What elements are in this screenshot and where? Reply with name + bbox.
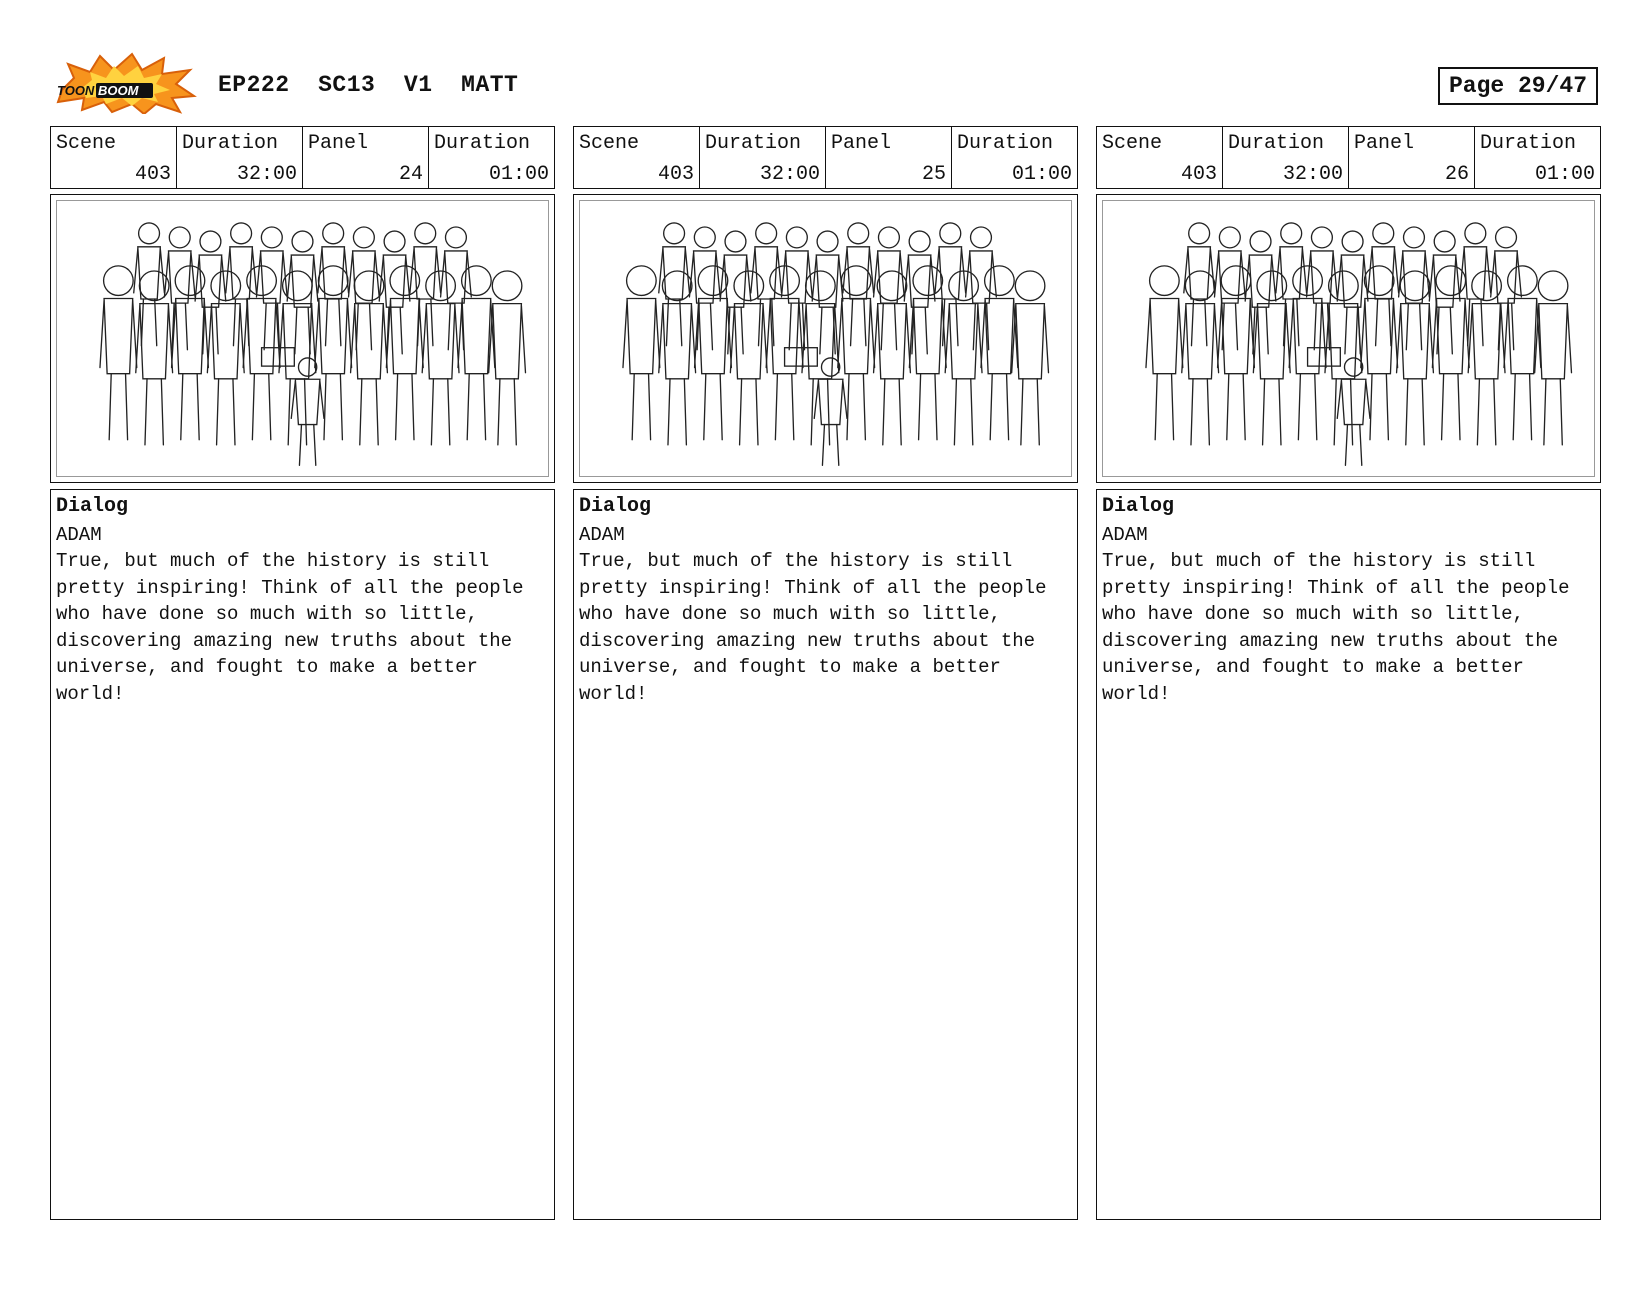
panel-info-bar [573, 126, 1078, 189]
panel-duration-cell [428, 127, 554, 188]
speaker-name: ADAM [1102, 524, 1148, 546]
svg-text:BOOM: BOOM [98, 83, 139, 98]
scene-value: 403 [657, 163, 694, 186]
panel-label: Panel [831, 132, 892, 155]
panel-image-frame [50, 194, 555, 483]
speaker-name: ADAM [56, 524, 102, 546]
panel-duration-value: 01:00 [1534, 163, 1595, 186]
scene-duration-value: 32:00 [236, 163, 297, 186]
panel-info-bar [1096, 126, 1601, 189]
panel-cell [302, 127, 428, 188]
panel-duration-cell [951, 127, 1077, 188]
panel-duration-value: 01:00 [488, 163, 549, 186]
panel-image-frame [573, 194, 1078, 483]
dialog-box [50, 489, 555, 1220]
scene-duration-cell [699, 127, 825, 188]
speaker-name: ADAM [579, 524, 625, 546]
crowd-sketch-image [56, 200, 549, 477]
panel-duration-label: Duration [957, 132, 1054, 155]
dialog-text: True, but much of the history is still pretty inspiring! Think of all the people who have done so much with so little, discovering amazing new truths about the universe, and fought to make a better world! [579, 550, 1047, 705]
dialog-heading: Dialog [56, 495, 129, 518]
panel-cell [825, 127, 951, 188]
crowd-sketch-image [1102, 200, 1595, 477]
scene-cell [51, 127, 176, 188]
panel-label: Panel [308, 132, 369, 155]
panel-value: 26 [1444, 163, 1469, 186]
dialog-box [1096, 489, 1601, 1220]
crowd-sketch-image [579, 200, 1072, 477]
scene-label: Scene [1102, 132, 1163, 155]
scene-duration-cell [176, 127, 302, 188]
panel-duration-cell [1474, 127, 1600, 188]
panel-duration-label: Duration [434, 132, 531, 155]
dialog-text: True, but much of the history is still pretty inspiring! Think of all the people who have done so much with so little, discovering amazing new truths about the universe, and fought to make a better world! [56, 550, 524, 705]
dialog-text: True, but much of the history is still pretty inspiring! Think of all the people who have done so much with so little, discovering amazing new truths about the universe, and fought to make a better world! [1102, 550, 1570, 705]
panel-cell [1348, 127, 1474, 188]
scene-label: Scene [56, 132, 117, 155]
scene-duration-value: 32:00 [1282, 163, 1343, 186]
panel-label: Panel [1354, 132, 1415, 155]
panel-duration-label: Duration [1480, 132, 1577, 155]
panel-value: 24 [398, 163, 423, 186]
scene-duration-label: Duration [1228, 132, 1325, 155]
scene-cell [574, 127, 699, 188]
panel-value: 25 [921, 163, 946, 186]
panel-duration-value: 01:00 [1011, 163, 1072, 186]
page-number: Page 29/47 [1438, 67, 1598, 105]
scene-duration-cell [1222, 127, 1348, 188]
svg-text:TOON: TOON [57, 83, 95, 98]
dialog-heading: Dialog [579, 495, 652, 518]
dialog-heading: Dialog [1102, 495, 1175, 518]
scene-cell [1097, 127, 1222, 188]
scene-label: Scene [579, 132, 640, 155]
scene-duration-value: 32:00 [759, 163, 820, 186]
storyboard-panel-3 [1096, 126, 1601, 1220]
document-title: EP222 SC13 V1 MATT [218, 72, 519, 98]
scene-duration-label: Duration [705, 132, 802, 155]
panel-image-frame [1096, 194, 1601, 483]
scene-value: 403 [134, 163, 171, 186]
scene-value: 403 [1180, 163, 1217, 186]
storyboard-panel-2 [573, 126, 1078, 1220]
storyboard-panel-1 [50, 126, 555, 1220]
panel-info-bar [50, 126, 555, 189]
dialog-box [573, 489, 1078, 1220]
scene-duration-label: Duration [182, 132, 279, 155]
toonboom-logo [52, 52, 197, 114]
